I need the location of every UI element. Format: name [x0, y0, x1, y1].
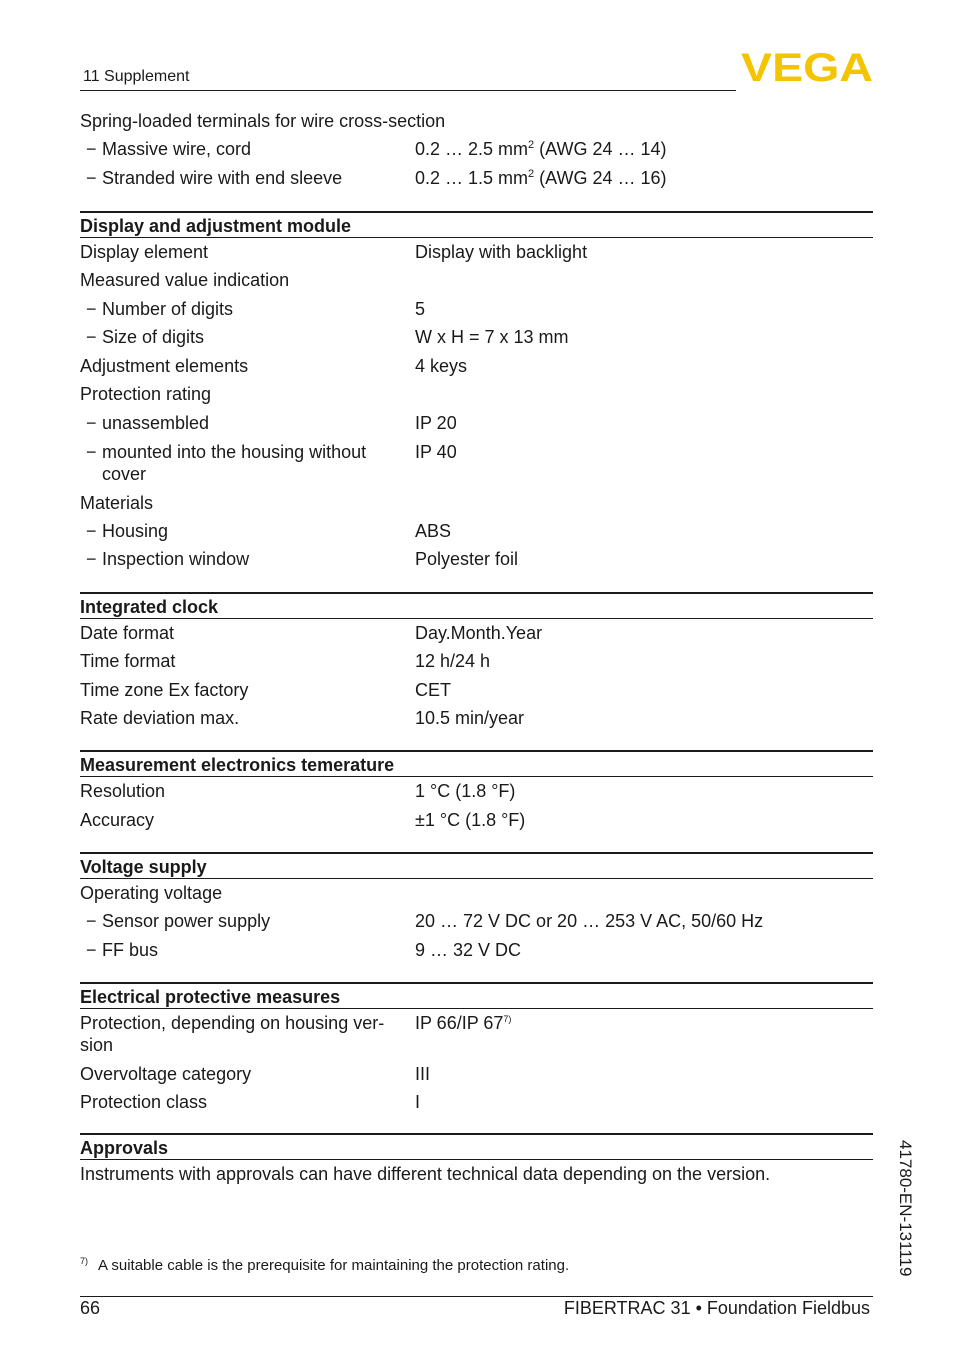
spec-row: − Inspection window Polyester foil	[80, 548, 873, 570]
spec-row: Adjustment elements 4 keys	[80, 356, 468, 376]
temperature-section	[80, 750, 873, 831]
spec-value: 0.2 … 1.5 $mm^2$ (AWG 24 … 16)	[415, 168, 667, 188]
spec-row	[80, 167, 873, 189]
spec-row: − mounted into the housing without cover IP 40	[80, 441, 873, 485]
vega-logo	[741, 50, 873, 84]
spec-row: Measured value indication	[80, 270, 290, 290]
voltage-section	[80, 852, 873, 961]
spec-row: Accuracy ±1 °C (1.8 °F)	[80, 810, 526, 830]
spec-row: − Sensor power supply 20 … 72 V DC or 20 … 253 V AC, 50/60 Hz	[80, 910, 873, 932]
spec-value: 0.2 … 2.5 $mm^2$ (AWG 24 … 14)	[415, 139, 667, 159]
svg-text:VEGA: VEGA	[741, 50, 873, 84]
header-divider	[80, 90, 736, 91]
spec-row: Operating voltage	[80, 883, 223, 903]
section-heading: Approvals	[80, 1133, 873, 1160]
spec-row: Resolution 1 °C (1.8 °F)	[80, 781, 516, 801]
document-title: FIBERTRAC 31 • Foundation Fieldbus	[563, 1298, 870, 1318]
approvals-section	[80, 1133, 873, 1186]
footnote	[80, 1256, 569, 1274]
spec-value: IP 66/IP 67$^{7)}$	[415, 1013, 512, 1033]
section-heading: Voltage supply	[80, 852, 873, 879]
spec-row: Protection class I	[80, 1092, 421, 1112]
spec-row: Protection rating	[80, 384, 212, 404]
spec-row: − Size of digits W x H = 7 x 13 mm	[80, 326, 873, 348]
section-header: 11 Supplement	[83, 68, 190, 85]
spec-row: Overvoltage category III	[80, 1064, 431, 1084]
spec-row: − Number of digits 5	[80, 298, 873, 320]
terminals-title: Spring-loaded terminals for wire cross-section	[80, 111, 446, 131]
spec-row	[80, 138, 873, 160]
spec-row: − Housing ABS	[80, 520, 873, 542]
spec-row: − unassembled IP 20	[80, 412, 873, 434]
spec-label: − Massive wire, cord	[80, 138, 400, 160]
spec-row: Protection, depending on housing ver-sion IP 66/IP 67$^{7)}$	[80, 1013, 512, 1055]
footnote-mark: 7)	[80, 1256, 89, 1266]
display-module-section	[80, 211, 873, 570]
footnote-text: A suitable cable is the prerequisite for maintaining the protection rating.	[98, 1257, 570, 1274]
clock-section	[80, 592, 873, 729]
spec-label: − Stranded wire with end sleeve	[80, 167, 400, 189]
spec-row: Time zone Ex factory CET	[80, 680, 451, 700]
protective-section	[80, 982, 873, 1113]
footer-divider	[80, 1296, 873, 1297]
spec-row: Time format 12 h/24 h	[80, 651, 491, 671]
section-heading: Display and adjustment module	[80, 211, 873, 238]
spec-row: Materials	[80, 493, 154, 513]
page-number: 66	[80, 1298, 101, 1318]
section-heading: Electrical protective measures	[80, 982, 873, 1009]
terminals-block	[80, 110, 873, 189]
section-heading: Measurement electronics temerature	[80, 750, 873, 777]
section-heading: Integrated clock	[80, 592, 873, 619]
spec-row: Display element Display with backlight	[80, 242, 588, 262]
document-code: 41780-EN-131119	[896, 1140, 915, 1277]
spec-row: Date format Day.Month.Year	[80, 623, 543, 643]
spec-row: Rate deviation max. 10.5 min/year	[80, 708, 525, 728]
spec-row: − FF bus 9 … 32 V DC	[80, 939, 873, 961]
approvals-text: Instruments with approvals can have different technical data depending on the version.	[80, 1164, 771, 1184]
